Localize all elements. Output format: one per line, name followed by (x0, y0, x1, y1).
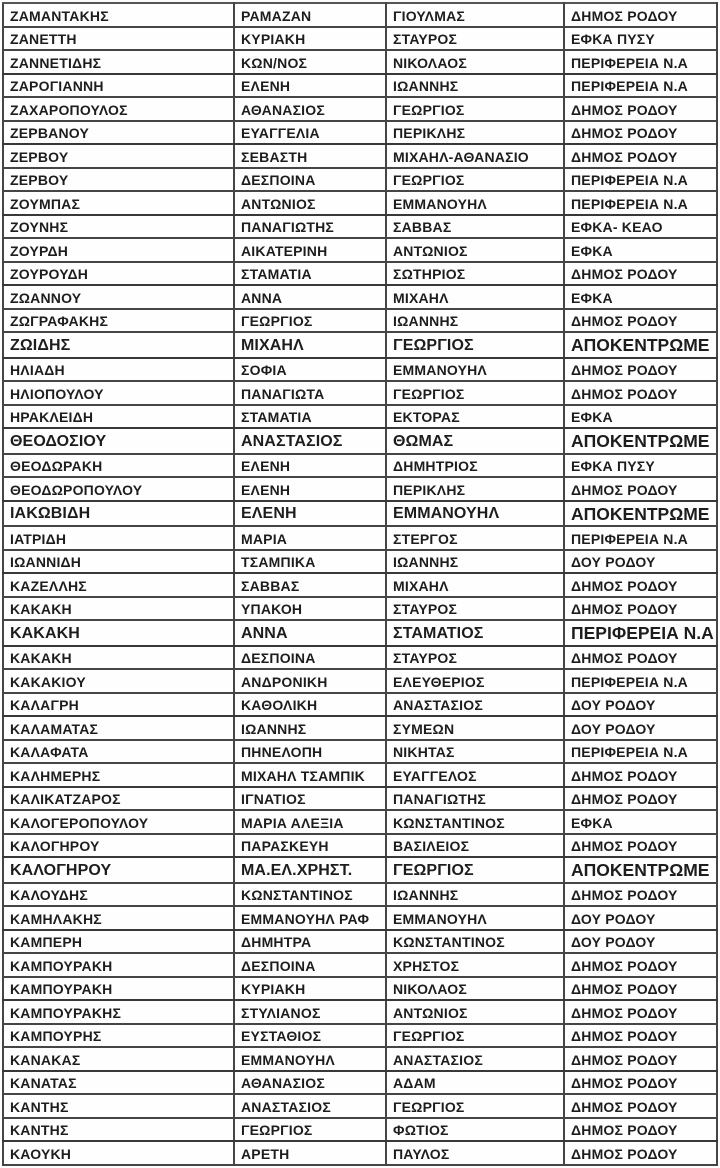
cell-organization: ΑΠΟΚΕΝΤΡΩΜΕ (564, 428, 717, 454)
table-row (3, 285, 717, 309)
table-row (3, 1118, 717, 1142)
cell-father-name: ΓΙΟΥΛΜΑΣ (386, 3, 564, 27)
cell-surname: ΚΑΖΕΛΛΗΣ (3, 573, 234, 597)
cell-organization: ΠΕΡΙΦΕΡΕΙΑ Ν.Α (564, 620, 717, 646)
cell-father-name: ΑΝΤΩΝΙΟΣ (386, 1000, 564, 1024)
cell-first-name: ΙΩΑΝΝΗΣ (234, 716, 386, 740)
cell-surname: ΙΩΑΝΝΙΔΗ (3, 550, 234, 574)
cell-first-name: ΓΕΩΡΓΙΟΣ (234, 1118, 386, 1142)
table-row (3, 1000, 717, 1024)
cell-surname: ΚΑΝΑΚΑΣ (3, 1047, 234, 1071)
cell-first-name: ΕΛΕΝΗ (234, 74, 386, 98)
table-row (3, 358, 717, 382)
cell-father-name: ΓΕΩΡΓΙΟΣ (386, 1024, 564, 1048)
cell-first-name: ΚΩΝΣΤΑΝΤΙΝΟΣ (234, 883, 386, 907)
table-row (3, 550, 717, 574)
cell-first-name: ΔΗΜΗΤΡΑ (234, 930, 386, 954)
cell-surname: ΚΑΜΠΟΥΡΗΣ (3, 1024, 234, 1048)
cell-father-name: ΘΩΜΑΣ (386, 428, 564, 454)
cell-father-name: ΔΗΜΗΤΡΙΟΣ (386, 454, 564, 478)
cell-surname: ΚΑΝΤΗΣ (3, 1094, 234, 1118)
table-row (3, 215, 717, 239)
cell-father-name: ΣΤΑΥΡΟΣ (386, 646, 564, 670)
cell-organization: ΔΗΜΟΣ ΡΟΔΟΥ (564, 262, 717, 286)
cell-surname: ΚΑΚΑΚΗ (3, 597, 234, 621)
cell-father-name: ΕΚΤΟΡΑΣ (386, 405, 564, 429)
cell-organization: ΑΠΟΚΕΝΤΡΩΜΕ (564, 332, 717, 358)
cell-first-name: ΠΗΝΕΛΟΠΗ (234, 740, 386, 764)
cell-surname: ΗΡΑΚΛΕΙΔΗ (3, 405, 234, 429)
cell-father-name: ΕΛΕΥΘΕΡΙΟΣ (386, 669, 564, 693)
cell-surname: ΖΩΙΔΗΣ (3, 332, 234, 358)
cell-organization: ΔΗΜΟΣ ΡΟΔΟΥ (564, 597, 717, 621)
cell-father-name: ΙΩΑΝΝΗΣ (386, 550, 564, 574)
cell-organization: ΕΦΚΑ (564, 405, 717, 429)
cell-first-name: ΓΕΩΡΓΙΟΣ (234, 309, 386, 333)
cell-surname: ΖΑΧΑΡΟΠΟΥΛΟΣ (3, 97, 234, 121)
cell-father-name: ΙΩΑΝΝΗΣ (386, 74, 564, 98)
table-row (3, 144, 717, 168)
cell-father-name: ΠΑΥΛΟΣ (386, 1141, 564, 1165)
cell-father-name: ΣΤΑΥΡΟΣ (386, 597, 564, 621)
cell-organization: ΔΗΜΟΣ ΡΟΔΟΥ (564, 144, 717, 168)
cell-organization: ΔΗΜΟΣ ΡΟΔΟΥ (564, 121, 717, 145)
cell-first-name: ΜΙΧΑΗΛ ΤΣΑΜΠΙΚ (234, 763, 386, 787)
cell-first-name: ΥΠΑΚΟΗ (234, 597, 386, 621)
cell-organization: ΔΗΜΟΣ ΡΟΔΟΥ (564, 1047, 717, 1071)
cell-father-name: ΝΙΚΟΛΑΟΣ (386, 50, 564, 74)
cell-first-name: ΑΘΑΝΑΣΙΟΣ (234, 97, 386, 121)
cell-father-name: ΓΕΩΡΓΙΟΣ (386, 332, 564, 358)
cell-organization: ΔΗΜΟΣ ΡΟΔΟΥ (564, 787, 717, 811)
cell-surname: ΚΑΛΟΓΗΡΟΥ (3, 834, 234, 858)
employee-roster-table (2, 2, 718, 1166)
cell-surname: ΚΑΚΑΚΗ (3, 620, 234, 646)
cell-father-name: ΣΑΒΒΑΣ (386, 215, 564, 239)
cell-surname: ΗΛΙΟΠΟΥΛΟΥ (3, 381, 234, 405)
cell-first-name: ΣΤΑΜΑΤΙΑ (234, 405, 386, 429)
table-row (3, 1094, 717, 1118)
table-row (3, 27, 717, 51)
table-row (3, 953, 717, 977)
cell-surname: ΚΑΛΑΜΑΤΑΣ (3, 716, 234, 740)
cell-father-name: ΣΤΑΥΡΟΣ (386, 27, 564, 51)
cell-surname: ΚΑΚΑΚΗ (3, 646, 234, 670)
cell-surname: ΖΩΓΡΑΦΑΚΗΣ (3, 309, 234, 333)
cell-surname: ΚΑΜΗΛΑΚΗΣ (3, 906, 234, 930)
table-row (3, 857, 717, 883)
cell-first-name: ΠΑΝΑΓΙΩΤΗΣ (234, 215, 386, 239)
cell-organization: ΔΗΜΟΣ ΡΟΔΟΥ (564, 953, 717, 977)
cell-first-name: ΕΥΣΤΑΘΙΟΣ (234, 1024, 386, 1048)
cell-surname: ΖΑΜΑΝΤΑΚΗΣ (3, 3, 234, 27)
cell-first-name: ΣΟΦΙΑ (234, 358, 386, 382)
cell-organization: ΔΗΜΟΣ ΡΟΔΟΥ (564, 1071, 717, 1095)
table-row (3, 883, 717, 907)
cell-surname: ΚΑΛΟΓΗΡΟΥ (3, 857, 234, 883)
cell-first-name: ΙΓΝΑΤΙΟΣ (234, 787, 386, 811)
cell-organization: ΔΗΜΟΣ ΡΟΔΟΥ (564, 3, 717, 27)
cell-father-name: ΣΥΜΕΩΝ (386, 716, 564, 740)
cell-father-name: ΧΡΗΣΤΟΣ (386, 953, 564, 977)
cell-surname: ΖΟΥΜΠΑΣ (3, 191, 234, 215)
cell-first-name: ΑΙΚΑΤΕΡΙΝΗ (234, 238, 386, 262)
cell-organization: ΕΦΚΑ ΠΥΣΥ (564, 27, 717, 51)
cell-organization: ΔΗΜΟΣ ΡΟΔΟΥ (564, 1118, 717, 1142)
table-row (3, 787, 717, 811)
cell-surname: ΚΑΜΠΟΥΡΑΚΗΣ (3, 1000, 234, 1024)
cell-organization: ΔΗΜΟΣ ΡΟΔΟΥ (564, 1024, 717, 1048)
cell-organization: ΑΠΟΚΕΝΤΡΩΜΕ (564, 857, 717, 883)
cell-surname: ΚΑΛΗΜΕΡΗΣ (3, 763, 234, 787)
cell-surname: ΘΕΟΔΟΣΙΟΥ (3, 428, 234, 454)
table-row (3, 74, 717, 98)
cell-first-name: ΜΑΡΙΑ ΑΛΕΞΙΑ (234, 810, 386, 834)
cell-organization: ΔΟΥ ΡΟΔΟΥ (564, 906, 717, 930)
cell-father-name: ΑΝΑΣΤΑΣΙΟΣ (386, 693, 564, 717)
cell-organization: ΕΦΚΑ (564, 810, 717, 834)
cell-surname: ΘΕΟΔΩΡΟΠΟΥΛΟΥ (3, 477, 234, 501)
cell-first-name: ΔΕΣΠΟΙΝΑ (234, 168, 386, 192)
cell-surname: ΖΕΡΒΟΥ (3, 168, 234, 192)
cell-organization: ΔΟΥ ΡΟΔΟΥ (564, 693, 717, 717)
table-row (3, 121, 717, 145)
cell-organization: ΔΟΥ ΡΟΔΟΥ (564, 716, 717, 740)
cell-father-name: ΑΝΑΣΤΑΣΙΟΣ (386, 1047, 564, 1071)
cell-father-name: ΜΙΧΑΗΛ (386, 573, 564, 597)
cell-surname: ΚΑΛΑΦΑΤΑ (3, 740, 234, 764)
table-row (3, 477, 717, 501)
cell-first-name: ΑΝΤΩΝΙΟΣ (234, 191, 386, 215)
cell-organization: ΕΦΚΑ- ΚΕΑΟ (564, 215, 717, 239)
cell-first-name: ΜΙΧΑΗΛ (234, 332, 386, 358)
cell-surname: ΖΟΥΡΟΥΔΗ (3, 262, 234, 286)
cell-first-name: ΕΥΑΓΓΕΛΙΑ (234, 121, 386, 145)
cell-father-name: ΦΩΤΙΟΣ (386, 1118, 564, 1142)
cell-surname: ΚΑΛΟΥΔΗΣ (3, 883, 234, 907)
cell-father-name: ΓΕΩΡΓΙΟΣ (386, 381, 564, 405)
table-row (3, 238, 717, 262)
table-row (3, 977, 717, 1001)
cell-organization: ΔΟΥ ΡΟΔΟΥ (564, 550, 717, 574)
cell-first-name: ΣΤΑΜΑΤΙΑ (234, 262, 386, 286)
cell-first-name: ΚΩΝ/ΝΟΣ (234, 50, 386, 74)
table-row (3, 1071, 717, 1095)
table-row (3, 763, 717, 787)
table-row (3, 669, 717, 693)
cell-surname: ΚΑΝΑΤΑΣ (3, 1071, 234, 1095)
cell-father-name: ΠΕΡΙΚΛΗΣ (386, 121, 564, 145)
cell-father-name: ΓΕΩΡΓΙΟΣ (386, 857, 564, 883)
table-row (3, 526, 717, 550)
table-row (3, 168, 717, 192)
cell-father-name: ΝΙΚΗΤΑΣ (386, 740, 564, 764)
cell-organization: ΔΗΜΟΣ ΡΟΔΟΥ (564, 977, 717, 1001)
cell-organization: ΠΕΡΙΦΕΡΕΙΑ Ν.Α (564, 191, 717, 215)
cell-father-name: ΓΕΩΡΓΙΟΣ (386, 168, 564, 192)
cell-organization: ΠΕΡΙΦΕΡΕΙΑ Ν.Α (564, 74, 717, 98)
cell-organization: ΑΠΟΚΕΝΤΡΩΜΕ (564, 501, 717, 527)
cell-organization: ΕΦΚΑ (564, 238, 717, 262)
table-row (3, 834, 717, 858)
cell-organization: ΠΕΡΙΦΕΡΕΙΑ Ν.Α (564, 669, 717, 693)
roster-table-body (3, 3, 717, 1165)
cell-surname: ΙΑΤΡΙΔΗ (3, 526, 234, 550)
cell-surname: ΖΕΡΒΟΥ (3, 144, 234, 168)
cell-first-name: ΑΝΝΑ (234, 285, 386, 309)
table-row (3, 97, 717, 121)
cell-father-name: ΕΥΑΓΓΕΛΟΣ (386, 763, 564, 787)
table-row (3, 573, 717, 597)
cell-first-name: ΣΕΒΑΣΤΗ (234, 144, 386, 168)
cell-organization: ΠΕΡΙΦΕΡΕΙΑ Ν.Α (564, 526, 717, 550)
cell-surname: ΚΑΛΟΓΕΡΟΠΟΥΛΟΥ (3, 810, 234, 834)
cell-father-name: ΜΙΧΑΗΛ (386, 285, 564, 309)
table-row (3, 693, 717, 717)
cell-surname: ΖΑΝΝΕΤΙΔΗΣ (3, 50, 234, 74)
cell-father-name: ΣΩΤΗΡΙΟΣ (386, 262, 564, 286)
table-row (3, 810, 717, 834)
table-row (3, 930, 717, 954)
cell-father-name: ΙΩΑΝΝΗΣ (386, 309, 564, 333)
cell-first-name: ΚΥΡΙΑΚΗ (234, 27, 386, 51)
table-row (3, 50, 717, 74)
cell-father-name: ΕΜΜΑΝΟΥΗΛ (386, 191, 564, 215)
table-row (3, 454, 717, 478)
cell-father-name: ΓΕΩΡΓΙΟΣ (386, 1094, 564, 1118)
cell-surname: ΖΟΥΡΔΗ (3, 238, 234, 262)
cell-organization: ΔΗΜΟΣ ΡΟΔΟΥ (564, 358, 717, 382)
cell-father-name: ΒΑΣΙΛΕΙΟΣ (386, 834, 564, 858)
cell-father-name: ΓΕΩΡΓΙΟΣ (386, 97, 564, 121)
cell-organization: ΠΕΡΙΦΕΡΕΙΑ Ν.Α (564, 740, 717, 764)
cell-first-name: ΑΝΔΡΟΝΙΚΗ (234, 669, 386, 693)
cell-surname: ΖΕΡΒΑΝΟΥ (3, 121, 234, 145)
cell-father-name: ΙΩΑΝΝΗΣ (386, 883, 564, 907)
cell-father-name: ΝΙΚΟΛΑΟΣ (386, 977, 564, 1001)
cell-organization: ΕΦΚΑ (564, 285, 717, 309)
table-row (3, 716, 717, 740)
cell-organization: ΔΗΜΟΣ ΡΟΔΟΥ (564, 309, 717, 333)
cell-surname: ΚΑΜΠΟΥΡΑΚΗ (3, 977, 234, 1001)
cell-first-name: ΜΑΡΙΑ (234, 526, 386, 550)
table-row (3, 309, 717, 333)
cell-surname: ΚΑΝΤΗΣ (3, 1118, 234, 1142)
table-row (3, 1047, 717, 1071)
cell-father-name: ΕΜΜΑΝΟΥΗΛ (386, 358, 564, 382)
cell-surname: ΘΕΟΔΩΡΑΚΗ (3, 454, 234, 478)
cell-first-name: ΤΣΑΜΠΙΚΑ (234, 550, 386, 574)
cell-organization: ΠΕΡΙΦΕΡΕΙΑ Ν.Α (564, 50, 717, 74)
cell-organization: ΠΕΡΙΦΕΡΕΙΑ Ν.Α (564, 168, 717, 192)
cell-father-name: ΜΙΧΑΗΛ-ΑΘΑΝΑΣΙΟ (386, 144, 564, 168)
table-row (3, 332, 717, 358)
cell-surname: ΖΩΑΝΝΟΥ (3, 285, 234, 309)
cell-first-name: ΚΥΡΙΑΚΗ (234, 977, 386, 1001)
table-row (3, 428, 717, 454)
cell-first-name: ΔΕΣΠΟΙΝΑ (234, 646, 386, 670)
cell-first-name: ΠΑΡΑΣΚΕΥΗ (234, 834, 386, 858)
cell-father-name: ΕΜΜΑΝΟΥΗΛ (386, 906, 564, 930)
table-row (3, 262, 717, 286)
cell-first-name: ΣΤΥΛΙΑΝΟΣ (234, 1000, 386, 1024)
cell-organization: ΔΟΥ ΡΟΔΟΥ (564, 930, 717, 954)
cell-organization: ΔΗΜΟΣ ΡΟΔΟΥ (564, 573, 717, 597)
table-row (3, 1024, 717, 1048)
cell-surname: ΖΑΝΕΤΤΗ (3, 27, 234, 51)
cell-first-name: ΜΑ.ΕΛ.ΧΡΗΣΤ. (234, 857, 386, 883)
cell-organization: ΔΗΜΟΣ ΡΟΔΟΥ (564, 883, 717, 907)
cell-surname: ΗΛΙΑΔΗ (3, 358, 234, 382)
cell-organization: ΔΗΜΟΣ ΡΟΔΟΥ (564, 1141, 717, 1165)
cell-father-name: ΑΝΤΩΝΙΟΣ (386, 238, 564, 262)
cell-organization: ΔΗΜΟΣ ΡΟΔΟΥ (564, 1000, 717, 1024)
cell-father-name: ΚΩΝΣΤΑΝΤΙΝΟΣ (386, 930, 564, 954)
cell-first-name: ΕΜΜΑΝΟΥΗΛ (234, 1047, 386, 1071)
cell-first-name: ΕΛΕΝΗ (234, 454, 386, 478)
table-row (3, 501, 717, 527)
cell-surname: ΚΑΛΙΚΑΤΖΑΡΟΣ (3, 787, 234, 811)
cell-surname: ΖΟΥΝΗΣ (3, 215, 234, 239)
cell-organization: ΔΗΜΟΣ ΡΟΔΟΥ (564, 763, 717, 787)
cell-father-name: ΣΤΑΜΑΤΙΟΣ (386, 620, 564, 646)
cell-organization: ΔΗΜΟΣ ΡΟΔΟΥ (564, 834, 717, 858)
cell-first-name: ΕΛΕΝΗ (234, 477, 386, 501)
cell-father-name: ΣΤΕΡΓΟΣ (386, 526, 564, 550)
cell-surname: ΚΑΚΑΚΙΟΥ (3, 669, 234, 693)
cell-organization: ΔΗΜΟΣ ΡΟΔΟΥ (564, 97, 717, 121)
table-row (3, 405, 717, 429)
cell-first-name: ΑΝΝΑ (234, 620, 386, 646)
cell-first-name: ΕΛΕΝΗ (234, 501, 386, 527)
cell-first-name: ΑΝΑΣΤΑΣΙΟΣ (234, 1094, 386, 1118)
cell-surname: ΚΑΜΠΕΡΗ (3, 930, 234, 954)
cell-organization: ΕΦΚΑ ΠΥΣΥ (564, 454, 717, 478)
cell-first-name: ΚΑΘΟΛΙΚΗ (234, 693, 386, 717)
cell-organization: ΔΗΜΟΣ ΡΟΔΟΥ (564, 477, 717, 501)
table-row (3, 620, 717, 646)
cell-surname: ΚΑΜΠΟΥΡΑΚΗ (3, 953, 234, 977)
cell-father-name: ΑΔΑΜ (386, 1071, 564, 1095)
cell-first-name: ΣΑΒΒΑΣ (234, 573, 386, 597)
cell-first-name: ΑΡΕΤΗ (234, 1141, 386, 1165)
cell-father-name: ΕΜΜΑΝΟΥΗΛ (386, 501, 564, 527)
cell-organization: ΔΗΜΟΣ ΡΟΔΟΥ (564, 646, 717, 670)
cell-surname: ΙΑΚΩΒΙΔΗ (3, 501, 234, 527)
cell-first-name: ΑΘΑΝΑΣΙΟΣ (234, 1071, 386, 1095)
cell-organization: ΔΗΜΟΣ ΡΟΔΟΥ (564, 381, 717, 405)
cell-father-name: ΚΩΝΣΤΑΝΤΙΝΟΣ (386, 810, 564, 834)
cell-first-name: ΡΑΜΑΖΑΝ (234, 3, 386, 27)
table-row (3, 1141, 717, 1165)
cell-first-name: ΕΜΜΑΝΟΥΗΛ ΡΑΦ (234, 906, 386, 930)
cell-first-name: ΠΑΝΑΓΙΩΤΑ (234, 381, 386, 405)
table-row (3, 191, 717, 215)
cell-father-name: ΠΕΡΙΚΛΗΣ (386, 477, 564, 501)
table-row (3, 646, 717, 670)
table-row (3, 740, 717, 764)
cell-organization: ΔΗΜΟΣ ΡΟΔΟΥ (564, 1094, 717, 1118)
cell-first-name: ΑΝΑΣΤΑΣΙΟΣ (234, 428, 386, 454)
cell-surname: ΚΑΛΑΓΡΗ (3, 693, 234, 717)
table-row (3, 3, 717, 27)
cell-father-name: ΠΑΝΑΓΙΩΤΗΣ (386, 787, 564, 811)
cell-first-name: ΔΕΣΠΟΙΝΑ (234, 953, 386, 977)
table-row (3, 597, 717, 621)
table-row (3, 906, 717, 930)
cell-surname: ΖΑΡΟΓΙΑΝΝΗ (3, 74, 234, 98)
table-row (3, 381, 717, 405)
cell-surname: ΚΑΟΥΚΗ (3, 1141, 234, 1165)
